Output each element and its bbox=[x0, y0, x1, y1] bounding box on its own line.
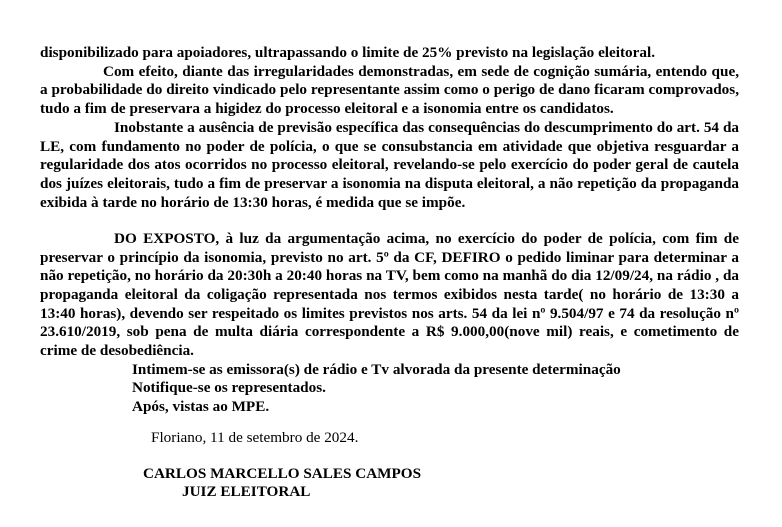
paragraph-do-exposto: DO EXPOSTO, à luz da argumentação acima, no exercício do poder de polícia, com fim de preservar o princípio da isonomia, previsto no art. 5º da CF, DEFIRO o pedido liminar para determinar a não repetição, no horário da 20:30h a 20:40 horas na TV, bem como na manhã do dia 12/09/24, na rádio , da propaganda eleitoral da coligação representada nos termos exibidos nesta tarde( no horário de 13:30 a 13:40 horas), devendo ser respeitado os limites previstos nos arts. 54 da lei nº 9.504/97 e 74 da resolução nº 23.610/2019, sob pena de multa diária correspondente a R$ 9.000,00(nove mil) reais, e cometimento de crime de desobediência. bbox=[40, 229, 739, 360]
paragraph-continuation: disponibilizado para apoiadores, ultrapassando o limite de 25% previsto na legislação eleitoral. bbox=[40, 44, 655, 61]
paragraph-com-efeito: Com efeito, diante das irregularidades demonstradas, em sede de cognição sumária, entendo que, a probabilidade do direito vindicado pelo representante assim como o perigo de dano ficaram comprovados, tudo a fim de preservara a higidez do processo eleitoral e a isonomia entre os candidatos. bbox=[40, 62, 739, 118]
paragraph-inobstante: Inobstante a ausência de previsão específica das consequências do descumprimento do art. 54 da LE, com fundamento no poder de polícia, o que se consubstancia em atividade que objetiva resguardar a regularidade dos atos ocorridos no processo eleitoral, revelando-se pelo exercício do poder geral de cautela dos juízes eleitorais, tudo a fim de preservar a isonomia na disputa eleitoral, a não repetição da propaganda exibida à tarde no horário de 13:30 horas, é medida que se impõe. bbox=[40, 118, 739, 211]
signer-name: CARLOS MARCELLO SALES CAMPOS bbox=[143, 464, 422, 482]
signer-role: JUIZ ELEITORAL bbox=[182, 483, 311, 501]
line-apos: Após, vistas ao MPE. bbox=[132, 398, 270, 416]
line-notifique: Notifique-se os representados. bbox=[132, 379, 326, 397]
decision-document bbox=[40, 44, 739, 502]
line-intimem: Intimem-se as emissora(s) de rádio e Tv alvorada da presente determinação bbox=[132, 360, 621, 378]
paragraph-gap bbox=[40, 212, 739, 230]
date-line: Floriano, 11 de setembro de 2024. bbox=[151, 428, 359, 446]
